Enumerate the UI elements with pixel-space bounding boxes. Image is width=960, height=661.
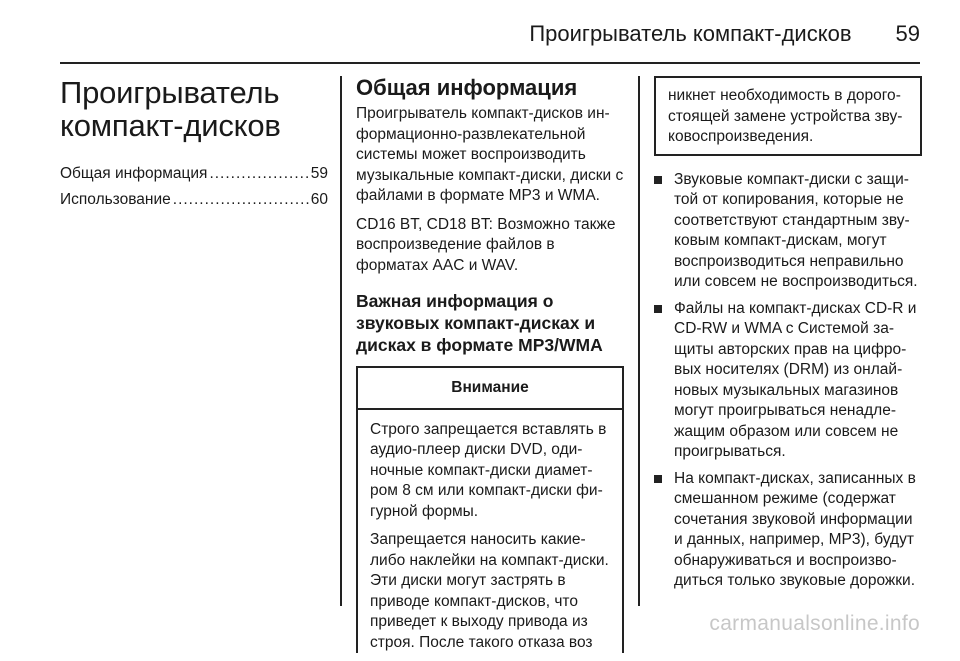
section-title: Общая информация — [356, 75, 578, 100]
list-item: Файлы на компакт-дисках CD-R и CD-RW и WMA с Системой защиты авторских прав на цифровых носителях (DRM) из онлайновых музыкальных магазинов могут проигрываться ненадлежащим образом или совсем не проигрываться. — [654, 299, 922, 463]
square-bullet-icon — [654, 305, 662, 313]
notice-body — [358, 410, 622, 654]
body-paragraph: Проигрыватель компакт-дисков информационно-развлекательной системы может воспроизводить музыкальные компакт-диски, диски с файлами в формате MP3 и WMA. — [356, 105, 624, 204]
right-column — [654, 76, 922, 598]
notice-paragraph: Запрещается наносить какие-либо наклейки на компакт-диски. Эти диски могут застрять в приводе компакт-дисков, что приведет к выходу привода из строя. После такого отказа воз — [370, 531, 609, 651]
watermark: carmanualsonline.info — [709, 612, 920, 635]
toc-entry-page: 60 — [310, 190, 328, 208]
toc-entry[interactable] — [60, 164, 328, 185]
page-number: 59 — [895, 21, 920, 46]
page-header — [60, 14, 920, 54]
toc-entry-label: Использование — [60, 190, 171, 208]
body-paragraph: CD16 BT, CD18 BT: Возможно также воспроизведение файлов в форматах AAC и WAV. — [356, 215, 616, 274]
square-bullet-icon — [654, 176, 662, 184]
notice-box — [356, 366, 624, 653]
toc-entry-page: 59 — [310, 165, 328, 182]
column-divider-2 — [638, 76, 640, 606]
square-bullet-icon — [654, 475, 662, 483]
header-rule — [60, 62, 920, 64]
chapter-column — [60, 76, 328, 215]
notice-continuation-text: никнет необходимость в дорогостоящей замене устройства звуковоспроизведения. — [668, 87, 903, 145]
subsection-title: Важная информация о звуковых компакт-дисках и дисках в формате MP3/WMA — [356, 291, 603, 355]
toc-entry[interactable] — [60, 190, 328, 211]
toc-leader — [173, 190, 309, 211]
toc-entry-label: Общая информация — [60, 165, 208, 182]
toc-leader — [209, 164, 308, 185]
running-title: Проигрыватель компакт-дисков — [529, 21, 852, 46]
bullet-list — [654, 170, 922, 592]
chapter-title: Проигрыватель компакт-дисков — [60, 75, 281, 143]
notice-heading: Внимание — [358, 368, 622, 410]
column-divider-1 — [340, 76, 342, 606]
main-column — [356, 76, 624, 661]
list-item: На компакт-дисках, записанных в смешанном режиме (содержат сочетания звуковой информации и данных, например, MP3), будут обнаруживаться и воспроизводиться только звуковые дорожки. — [654, 469, 922, 592]
notice-paragraph: Строго запрещается вставлять в аудио-плеер диски DVD, одиночные компакт-диски диаметром 8 см или компакт-диски фигурной формы. — [370, 420, 607, 520]
notice-continuation — [654, 76, 922, 156]
list-item: Звуковые компакт-диски с защитой от копирования, которые не соответствуют стандартным звуковым компакт-дискам, могут воспроизводиться неправильно или совсем не воспроизводиться. — [654, 170, 922, 293]
